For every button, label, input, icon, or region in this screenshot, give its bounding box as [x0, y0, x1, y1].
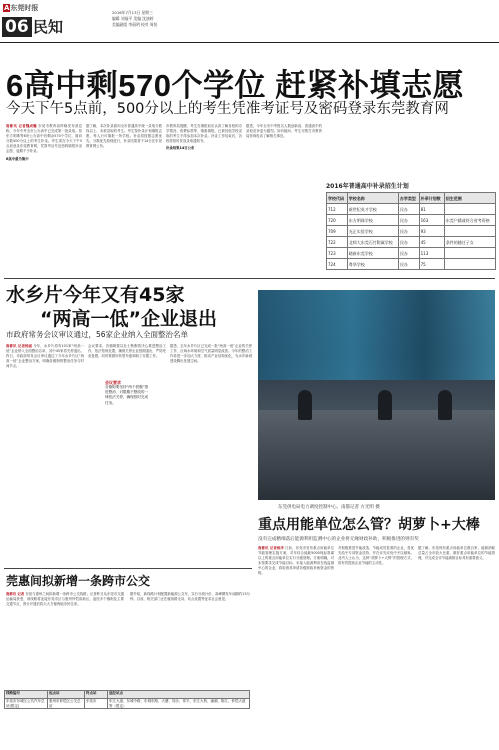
table-cell: 724 [327, 259, 348, 270]
table-row [5, 699, 250, 709]
story1-col3-text: 市教育局提醒，考生在填报前应认真了解各校的办学情况、收费标准等，慎重填报。已被其他学校录取的考生不得参加本次补录。补录工作结束后，各校将按时发放录取通知书。 [166, 124, 242, 144]
table-cell [444, 259, 495, 270]
table-cell: 75 [419, 259, 444, 270]
story1-col3 [166, 124, 242, 274]
table-cell: 民办 [398, 237, 419, 248]
brand-letter: A [4, 4, 10, 12]
table-cell: 条件的随迁子女 [444, 237, 495, 248]
table-header-cell: 办学类型 [398, 193, 419, 204]
table-cell: 北师大东莞石竹附属学校 [347, 237, 398, 248]
edition-meta [112, 10, 157, 28]
meta-line: 2016年7月13日 星期三 [112, 10, 153, 15]
table-cell: 720 [327, 215, 348, 226]
story4-col1 [6, 592, 124, 684]
table-header-row [5, 691, 250, 699]
photo-caption: 东莞供电局电力调度控制中心。南都记者 方光明 摄 [278, 505, 380, 510]
table-cell: 晓新东莞学校 [347, 248, 398, 259]
story1-col4: 据悉，今年全市中考报名人数创新高，普通高中的录取竞争更为激烈。如有疑问，考生可拨打市教育局咨询电话了解相关事宜。 [246, 124, 322, 139]
table-cell: 民办 [398, 204, 419, 215]
table-cell: 光正实验学校 [347, 226, 398, 237]
table-header-cell: 补录计划数 [419, 193, 444, 204]
table-header-cell: 终点站 [85, 691, 108, 699]
photo-display-wall [258, 290, 495, 380]
page-number: 06 [2, 17, 32, 37]
table-header-cell: 途经站点 [108, 691, 250, 699]
story4-byline: 南都讯 记者 [6, 592, 25, 596]
table-cell: 新世纪英才学校 [347, 204, 398, 215]
photo-person [378, 390, 392, 420]
header-rule [0, 42, 499, 43]
table-cell: 723 [327, 248, 348, 259]
table-cell: 惠州市仲恺区公交总站 [48, 699, 85, 709]
table-cell: 81 [419, 204, 444, 215]
story3-col1-text: 日前，东莞市发布重点用能单位节能管理实施方案，对年综合能耗5000吨标准煤以上的重点用能单位实行分级管理。方案明确，对未按要求完成节能目标、未接入能源利用在线监测中心的企业，将取消其申请各级财政补助资金的资格。 [258, 546, 334, 576]
story3-subheadline: 没有完成精细落后能源利用监测中心的企业将无缘财政补助，积极推进的则有奖 [258, 537, 419, 542]
table-cell [444, 204, 495, 215]
meta-line: 编辑 刘福平 美编 沈演婷 [112, 16, 154, 21]
story4-col1-text: 东莞与惠州之间拟新增一条跨市公交线路。记者昨日从东莞市交通运输局获悉，该线路将连接东莞市区与惠州仲恺高新区，途经多个镇街及主要交通节点，预计开通后将大大方便两地市民往来。 [6, 592, 124, 607]
story1-subhead-b: 补录结果14日公布 [166, 146, 195, 151]
section-divider [4, 278, 495, 279]
table-cell: 东莞户籍或符合省考资格 [444, 215, 495, 226]
table-cell [444, 226, 495, 237]
story2-col3: 据悉，去年水乡片区已完成一批“两高一低”企业的关停工作，区域水环境和空气质量明显改善。今年的整治工作将进一步加大力度，推动产业结构优化，为水乡新城建设腾出发展空间。 [170, 344, 252, 364]
table-cell: 民办 [398, 248, 419, 259]
table-header-cell: 线路编号 [5, 691, 48, 699]
table-cell: 东江大道、东城中路、东城东路、大塘、同沙、常平、东江大桥、潼湖、陈江、仲恺大道等（暂定） [108, 699, 250, 709]
table-header-cell: 起点站 [48, 691, 85, 699]
section-title: 民知 [33, 18, 64, 36]
table-cell: 93 [419, 226, 444, 237]
table-header-cell: 招生范围 [444, 193, 495, 204]
pullquote-title: 会议要求 [105, 380, 121, 385]
section-divider [4, 568, 252, 569]
table-cell [444, 248, 495, 259]
story1-subheadline: 今天下午5点前，500分以上的考生凭准考证号及密码登录东莞教育网 [6, 101, 449, 117]
story2-subheadline: 市政府常务会议审议通过，56家企业纳入全面整治名单 [6, 330, 189, 339]
table-row [327, 215, 496, 226]
table-header-cell: 学校代码 [327, 193, 348, 204]
table-row [327, 204, 496, 215]
story3-col1 [258, 546, 334, 746]
story2-headline-line1: 水乡片今年又有45家 [6, 284, 185, 306]
story1-subhead-a: 6高中最为集中 [6, 156, 29, 161]
photo-desks [258, 410, 495, 500]
table-cell: 民办 [398, 226, 419, 237]
story3-headline: 重点用能单位怎么管？胡萝卜+大棒 [258, 517, 480, 533]
story3-col2: 对积极推进节能改造、节能成效显著的企业，将优先给予专项资金扶持，并在评先评优中予以倾斜。业内人士认为，这种“胡萝卜+大棒”的管理方式，将有效提高企业节能的主动性。 [338, 546, 414, 566]
table-cell: 45 [419, 237, 444, 248]
table-cell: 民办 [398, 215, 419, 226]
table-row [327, 248, 496, 259]
photo-person [298, 390, 312, 420]
table-cell: 东方明珠学校 [347, 215, 398, 226]
story2-col1 [6, 344, 84, 564]
story3-byline: 南都讯 记者杨洋 [258, 546, 284, 550]
story1-col2: 据了解，本次补录面向全市普通高中统一录取分数线以上、未被录取的考生。考生按补录计划填报志愿，每人只可填报一所学校。补录将按照志愿优先、分数优先原则进行，补录结果将于14日在东莞教育网公布。 [86, 124, 162, 149]
table-cell: 163 [419, 215, 444, 226]
table-title: 2016年普通高中补录招生计划 [326, 183, 409, 190]
story1-col1-text: 东莞市教育局昨晚发布消息称，今年中考全市公办高中已完成第一批录取。但东方明珠等6所公办高中仍剩余570个学位，面向分数500分以上的考生补录。考生须在今天下午5点前登录东莞教育网，凭准考证号及密码填报补录志愿，逾期不予补录。 [6, 124, 82, 154]
table-cell: 712 [327, 204, 348, 215]
route-table-grid [4, 690, 250, 709]
table-header-row [327, 193, 496, 204]
meta-line: 美编副组 李丽明 校对 周怡 [112, 22, 158, 27]
page-header [0, 0, 499, 44]
table-cell: 民办 [398, 259, 419, 270]
story2-col1-text: 今年，水乡片将有101家“两高一低”企业纳入全面整治名单，其中45家将关停退出。昨日，市政府常务会议审议通过了今年水乡片区“两高一低”企业整治方案，明确各镇街的整治任务与时间节点。 [6, 344, 84, 369]
story4-col2: 据介绍，新线路计划配置新能源公交车，实行分段计价，高峰期发车间隔约15分钟。目前，相关部门正在就线路走向、站点设置等征求社会意见。 [130, 592, 250, 602]
story1-byline: 南都讯 记者魏成巍 [6, 124, 37, 128]
story1-col1 [6, 124, 82, 274]
table-row [327, 226, 496, 237]
story2-byline: 南都讯 记者杨丽 [6, 344, 33, 348]
story4-headline: 莞惠间拟新增一条跨市公交 [6, 574, 151, 588]
story2-headline-line2: “两高一低”企业退出 [40, 308, 217, 330]
table-cell: 东莞市东城区公共汽车总站(暂定) [5, 699, 48, 709]
bus-route-table [4, 690, 250, 709]
table-cell: 709 [327, 226, 348, 237]
table-row [327, 237, 496, 248]
table-cell: 113 [419, 248, 444, 259]
table-header-cell: 学校名称 [347, 193, 398, 204]
table-cell: 722 [327, 237, 348, 248]
table-grid [326, 192, 496, 270]
newspaper-brand [3, 3, 38, 13]
table-row [327, 259, 496, 270]
story2-pullquote [105, 380, 149, 406]
story2-col2: 会议要求，各镇街要以壮士断腕的决心推进整治工作，依法依规处置，确保关停企业按期退出，严防死灰复燃，同时要做好转型升级和职工安置工作。 [88, 344, 166, 359]
table-cell: 粤华学校 [347, 259, 398, 270]
story1-headline: 6高中剩570个学位 赶紧补填志愿 [6, 68, 465, 103]
control-center-photo [258, 290, 495, 500]
pullquote-body: 各镇街要坚持“两个铁腕”推进整治，对限期不整改的一律依法关停，确保按时完成任务。 [105, 385, 149, 405]
story3-col3: 据了解，东莞现有重点用能单位数百家，能源消耗总量占全市较大比重，做好重点用能单位的节能管理，对完成全市节能减排目标具有重要意义。 [418, 546, 495, 561]
brand-name: 东莞时报 [10, 4, 39, 12]
photo-person [438, 390, 452, 420]
table-cell: 东莞市 [85, 699, 108, 709]
enrollment-table [326, 182, 496, 270]
